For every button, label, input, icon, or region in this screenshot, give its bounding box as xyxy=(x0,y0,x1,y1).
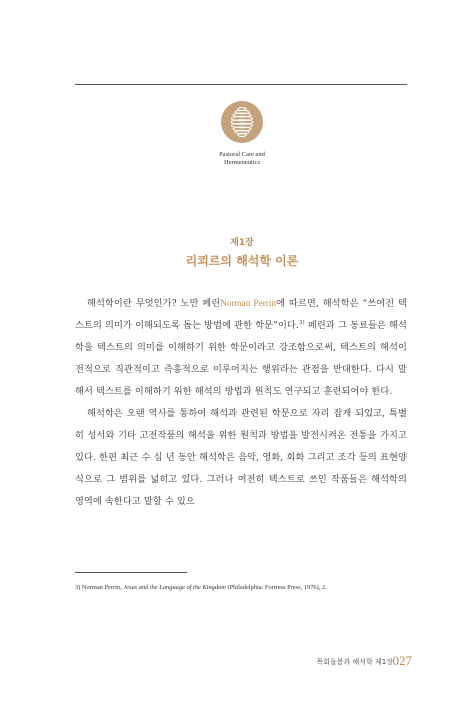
footnote-text-a: 3) Norman Perrin, xyxy=(75,584,124,591)
emblem-caption xyxy=(150,151,334,167)
p1-text-a: 해석학이란 무엇인가? 노만 페린 xyxy=(87,298,221,309)
p1-text-b: 에 따르면, 해석학은 “쓰여진 텍스트의 의미가 이해되도록 돕는 방법에 관한 학문”이다. xyxy=(75,298,407,331)
p1-text-c: 페린과 그 동료들은 해석학을 텍스트의 의미를 이해하기 위한 학문이라고 강조함으로써, 텍스트의 해석이 전적으로 직관적이고 즉흥적으로 이루어지는 행위라는 관점을 반대한다. 다시 말해서 텍스트를 이해하기 위한 해석의 방법과 원칙도 연구되고 훈련되어야 한다. xyxy=(75,320,407,397)
emblem-caption-line1: Pastoral Care and xyxy=(219,151,265,158)
footnote xyxy=(75,584,407,591)
paragraph-2: 해석학은 오랜 역사를 통하여 해석과 관련된 학문으로 자리 잡게 되었고, 특별히 성서와 기타 고전작품의 해석을 위한 원칙과 방법을 발전시켜온 전통을 가지고 있다. 한편 최근 수 십 년 동안 해석학은 음악, 영화, 회화 그리고 조각 등의 표현양식으로 그 범위를 넓히고 있다. 그러나 여전히 텍스트로 쓰인 작품들은 해석학의 영역에 속한다고 말할 수 있으 xyxy=(75,408,407,507)
footnote-rule xyxy=(75,572,187,573)
page-number: 027 xyxy=(392,653,412,668)
footnote-text-b: (Philadelphia: Fortress Press, 1976), 2. xyxy=(225,584,327,591)
footnote-ref: 3) xyxy=(298,320,305,326)
chapter-label: 제1장 xyxy=(230,238,254,248)
paragraph-1 xyxy=(75,292,407,403)
woven-basket-icon xyxy=(221,101,263,143)
emblem-caption-line2: Hermeneutics xyxy=(223,159,261,166)
author-name-latin: Norman Perrin xyxy=(220,298,277,308)
running-head: 목회돌봄과 해석학 제1장 xyxy=(316,658,393,666)
chapter-title: 리쾨르의 해석학 이론 xyxy=(185,254,299,268)
footnote-book-title: Jesus and the Language of the Kingdom xyxy=(123,584,226,591)
top-rule xyxy=(75,84,407,85)
body-text xyxy=(75,292,407,513)
